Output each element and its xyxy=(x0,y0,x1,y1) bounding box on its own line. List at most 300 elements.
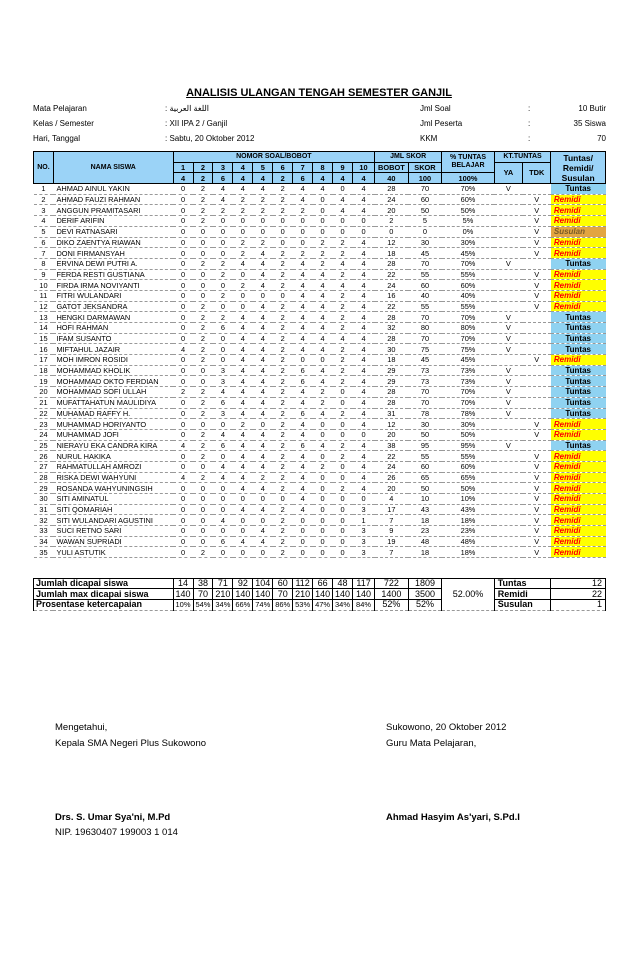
student-no: 25 xyxy=(34,440,54,451)
skor-cell: 30 xyxy=(408,419,442,430)
blank-cell xyxy=(494,558,522,568)
score-cell: 0 xyxy=(253,226,273,237)
score-cell: 0 xyxy=(253,515,273,526)
score-cell: 0 xyxy=(173,226,193,237)
score-cell: 4 xyxy=(253,440,273,451)
analysis-table xyxy=(33,151,606,611)
score-cell: 4 xyxy=(213,194,233,205)
score-cell: 0 xyxy=(193,248,213,259)
score-cell: 0 xyxy=(213,333,233,344)
score-cell: 0 xyxy=(173,301,193,312)
score-cell: 6 xyxy=(213,397,233,408)
skor-cell: 73 xyxy=(408,376,442,387)
pct-cell: 50% xyxy=(442,429,494,440)
score-cell: 0 xyxy=(213,301,233,312)
sig-left-line1: Mengetahui, xyxy=(55,722,108,733)
score-cell: 2 xyxy=(333,408,353,419)
score-cell: 4 xyxy=(233,312,253,323)
bobot-cell: 22 xyxy=(375,269,409,280)
ya-cell xyxy=(494,216,522,227)
score-cell: 2 xyxy=(233,280,253,291)
pct-cell: 40% xyxy=(442,290,494,301)
score-cell: 4 xyxy=(313,290,333,301)
sig-left-line2: Kepala SMA Negeri Plus Sukowono xyxy=(55,738,207,749)
skor-cell: 60 xyxy=(408,194,442,205)
score-cell: 2 xyxy=(233,248,253,259)
blank-cell xyxy=(333,558,353,568)
table-row xyxy=(34,451,606,462)
ya-cell xyxy=(494,494,522,505)
score-cell: 2 xyxy=(273,280,293,291)
score-cell: 2 xyxy=(193,333,213,344)
tdk-cell xyxy=(523,397,551,408)
bobot-cell: 20 xyxy=(375,429,409,440)
bobot-cell: 24 xyxy=(375,280,409,291)
score-cell: 4 xyxy=(253,248,273,259)
summary-value: 140 xyxy=(173,589,193,600)
score-cell: 2 xyxy=(273,408,293,419)
tdk-cell: V xyxy=(523,355,551,366)
score-cell: 0 xyxy=(353,216,375,227)
score-cell: 3 xyxy=(353,504,375,515)
tdk-cell: V xyxy=(523,194,551,205)
score-cell: 4 xyxy=(293,419,313,430)
score-cell: 4 xyxy=(293,472,313,483)
score-cell: 2 xyxy=(273,440,293,451)
score-cell: 4 xyxy=(253,526,273,537)
pct-cell: 48% xyxy=(442,536,494,547)
ya-cell xyxy=(494,290,522,301)
score-cell: 0 xyxy=(193,280,213,291)
page-title: ANALISIS ULANGAN TENGAH SEMESTER GANJIL xyxy=(186,87,452,99)
blank-row xyxy=(34,568,606,578)
score-cell: 0 xyxy=(353,226,375,237)
score-cell: 2 xyxy=(233,419,253,430)
blank-cell xyxy=(34,568,54,578)
pct-cell: 95% xyxy=(442,440,494,451)
score-cell: 0 xyxy=(293,536,313,547)
score-cell: 4 xyxy=(353,365,375,376)
score-cell: 0 xyxy=(313,483,333,494)
student-no: 1 xyxy=(34,184,54,195)
score-cell: 4 xyxy=(253,301,273,312)
bobot-cell: 12 xyxy=(375,237,409,248)
blank-cell xyxy=(213,558,233,568)
status-badge: Remidi xyxy=(551,494,606,505)
score-cell: 4 xyxy=(253,397,273,408)
score-cell: 2 xyxy=(253,194,273,205)
score-cell: 4 xyxy=(233,536,253,547)
tdk-cell xyxy=(523,365,551,376)
summary-value: 140 xyxy=(253,589,273,600)
student-name: DEVI RATNASARI xyxy=(53,226,173,237)
skor-cell: 55 xyxy=(408,269,442,280)
status-badge: Tuntas xyxy=(551,365,606,376)
student-name: MIFTAHUL JAZAIR xyxy=(53,344,173,355)
score-cell: 2 xyxy=(273,472,293,483)
summary-count-label: Tuntas xyxy=(494,578,551,589)
summary-value: 210 xyxy=(293,589,313,600)
student-name: SITI AMINATUL xyxy=(53,494,173,505)
score-cell: 4 xyxy=(313,376,333,387)
score-cell: 6 xyxy=(213,323,233,334)
score-cell: 4 xyxy=(353,184,375,195)
table-row xyxy=(34,194,606,205)
tdk-cell: V xyxy=(523,451,551,462)
skor-cell: 18 xyxy=(408,547,442,558)
bobot-cell: 28 xyxy=(375,397,409,408)
score-cell: 3 xyxy=(353,547,375,558)
sig-right-line1: Sukowono, 20 Oktober 2012 xyxy=(386,722,507,733)
score-cell: 0 xyxy=(193,526,213,537)
score-cell: 4 xyxy=(293,280,313,291)
score-cell: 2 xyxy=(193,312,213,323)
score-cell: 2 xyxy=(193,355,213,366)
tdk-cell: V xyxy=(523,237,551,248)
header-skor: SKOR xyxy=(408,162,442,173)
score-cell: 2 xyxy=(193,301,213,312)
header-soal-number: 6 xyxy=(273,162,293,173)
ya-cell: V xyxy=(494,312,522,323)
skor-cell: 70 xyxy=(408,312,442,323)
score-cell: 0 xyxy=(173,323,193,334)
status-badge: Tuntas xyxy=(551,387,606,398)
student-name: NIERAYU EKA CANDRA KIRA xyxy=(53,440,173,451)
score-cell: 0 xyxy=(313,216,333,227)
header-bobot-value: 4 xyxy=(313,173,333,184)
tdk-cell: V xyxy=(523,536,551,547)
score-cell: 0 xyxy=(273,216,293,227)
score-cell: 4 xyxy=(353,280,375,291)
ya-cell xyxy=(494,536,522,547)
score-cell: 2 xyxy=(193,387,213,398)
header-bobot-value: 2 xyxy=(273,173,293,184)
header-nama: NAMA SISWA xyxy=(53,152,173,184)
sig-right-line2: Guru Mata Pelajaran, xyxy=(386,738,477,749)
score-cell: 4 xyxy=(353,419,375,430)
score-cell: 0 xyxy=(193,536,213,547)
blank-cell xyxy=(253,568,273,578)
bobot-cell: 2 xyxy=(375,216,409,227)
score-cell: 0 xyxy=(333,419,353,430)
status-badge: Remidi xyxy=(551,237,606,248)
meta-label-date: Hari, Tanggal xyxy=(33,134,80,143)
pct-cell: 45% xyxy=(442,248,494,259)
score-cell: 4 xyxy=(213,472,233,483)
score-cell: 0 xyxy=(173,451,193,462)
score-cell: 4 xyxy=(253,451,273,462)
score-cell: 4 xyxy=(253,333,273,344)
score-cell: 0 xyxy=(173,504,193,515)
tdk-cell xyxy=(523,344,551,355)
score-cell: 4 xyxy=(353,312,375,323)
pct-cell: 60% xyxy=(442,280,494,291)
skor-cell: 43 xyxy=(408,504,442,515)
summary-value: 84% xyxy=(353,599,375,610)
score-cell: 4 xyxy=(353,333,375,344)
bobot-cell: 32 xyxy=(375,323,409,334)
skor-cell: 80 xyxy=(408,323,442,334)
score-cell: 0 xyxy=(333,472,353,483)
skor-cell: 73 xyxy=(408,365,442,376)
score-cell: 0 xyxy=(173,333,193,344)
score-cell: 0 xyxy=(313,504,333,515)
student-name: DERIF ARIFIN xyxy=(53,216,173,227)
score-cell: 4 xyxy=(353,301,375,312)
score-cell: 2 xyxy=(193,184,213,195)
meta-colon: : xyxy=(528,119,531,128)
score-cell: 4 xyxy=(313,269,333,280)
score-cell: 4 xyxy=(253,258,273,269)
student-no: 35 xyxy=(34,547,54,558)
score-cell: 2 xyxy=(273,184,293,195)
score-cell: 4 xyxy=(293,387,313,398)
score-cell: 4 xyxy=(333,194,353,205)
pct-cell: 78% xyxy=(442,408,494,419)
score-cell: 0 xyxy=(233,290,253,301)
meta-colon: : xyxy=(528,104,531,113)
score-cell: 2 xyxy=(193,472,213,483)
header-bobot-value: 4 xyxy=(253,173,273,184)
score-cell: 2 xyxy=(273,397,293,408)
score-cell: 2 xyxy=(273,333,293,344)
student-name: MOH IMRON ROSIDI xyxy=(53,355,173,366)
ya-cell xyxy=(494,355,522,366)
blank-cell xyxy=(233,558,253,568)
score-cell: 0 xyxy=(173,269,193,280)
score-cell: 4 xyxy=(353,269,375,280)
student-name: FERDA RESTI GUSTIANA xyxy=(53,269,173,280)
score-cell: 2 xyxy=(193,344,213,355)
summary-value: 66 xyxy=(313,578,333,589)
score-cell: 4 xyxy=(353,483,375,494)
summary-value: 92 xyxy=(233,578,253,589)
score-cell: 4 xyxy=(293,344,313,355)
score-cell: 0 xyxy=(273,226,293,237)
summary-skor: 3500 xyxy=(408,589,442,600)
ya-cell xyxy=(494,461,522,472)
student-name: RAHMATULLAH AMROZI xyxy=(53,461,173,472)
ya-cell xyxy=(494,547,522,558)
status-badge: Tuntas xyxy=(551,376,606,387)
score-cell: 4 xyxy=(253,323,273,334)
ya-cell xyxy=(494,504,522,515)
bobot-cell: 18 xyxy=(375,248,409,259)
pct-cell: 70% xyxy=(442,397,494,408)
bobot-cell: 24 xyxy=(375,461,409,472)
score-cell: 2 xyxy=(233,205,253,216)
score-cell: 0 xyxy=(313,536,333,547)
blank-cell xyxy=(173,558,193,568)
score-cell: 0 xyxy=(173,419,193,430)
score-cell: 0 xyxy=(233,226,253,237)
student-name: DONI FIRMANSYAH xyxy=(53,248,173,259)
score-cell: 6 xyxy=(213,440,233,451)
blank-cell xyxy=(273,568,293,578)
score-cell: 4 xyxy=(233,184,253,195)
summary-count-value: 1 xyxy=(551,599,606,610)
student-name: SITI QOMARIAH xyxy=(53,504,173,515)
tdk-cell: V xyxy=(523,515,551,526)
student-no: 34 xyxy=(34,536,54,547)
bobot-cell: 29 xyxy=(375,376,409,387)
skor-cell: 10 xyxy=(408,494,442,505)
tdk-cell: V xyxy=(523,248,551,259)
score-cell: 4 xyxy=(353,248,375,259)
bobot-cell: 9 xyxy=(375,526,409,537)
student-name: GATOT JEKSANDRA xyxy=(53,301,173,312)
score-cell: 0 xyxy=(273,290,293,301)
summary-row xyxy=(34,599,606,610)
student-no: 8 xyxy=(34,258,54,269)
summary-value: 210 xyxy=(213,589,233,600)
score-cell: 2 xyxy=(333,365,353,376)
skor-cell: 70 xyxy=(408,387,442,398)
score-cell: 4 xyxy=(313,440,333,451)
tdk-cell: V xyxy=(523,205,551,216)
score-cell: 2 xyxy=(273,376,293,387)
score-cell: 2 xyxy=(193,194,213,205)
score-cell: 0 xyxy=(333,526,353,537)
score-cell: 4 xyxy=(293,194,313,205)
ya-cell: V xyxy=(494,440,522,451)
pct-cell: 70% xyxy=(442,184,494,195)
blank-cell xyxy=(353,568,375,578)
score-cell: 0 xyxy=(313,205,333,216)
summary-value: 112 xyxy=(293,578,313,589)
score-cell: 0 xyxy=(213,494,233,505)
score-cell: 4 xyxy=(253,269,273,280)
ya-cell xyxy=(494,429,522,440)
tdk-cell xyxy=(523,387,551,398)
blank-cell xyxy=(193,558,213,568)
score-cell: 4 xyxy=(353,205,375,216)
score-cell: 2 xyxy=(313,397,333,408)
score-cell: 3 xyxy=(353,526,375,537)
status-badge: Remidi xyxy=(551,269,606,280)
summary-label: Jumlah dicapai siswa xyxy=(34,578,174,589)
table-row xyxy=(34,526,606,537)
tdk-cell: V xyxy=(523,226,551,237)
tdk-cell: V xyxy=(523,483,551,494)
status-badge: Remidi xyxy=(551,483,606,494)
skor-cell: 70 xyxy=(408,333,442,344)
student-no: 6 xyxy=(34,237,54,248)
score-cell: 0 xyxy=(213,237,233,248)
header-pct-tuntas: % TUNTAS BELAJAR xyxy=(442,152,494,173)
pct-cell: 80% xyxy=(442,323,494,334)
score-cell: 0 xyxy=(213,216,233,227)
score-cell: 2 xyxy=(273,301,293,312)
ya-cell xyxy=(494,226,522,237)
score-cell: 4 xyxy=(253,483,273,494)
score-cell: 4 xyxy=(233,451,253,462)
pct-cell: 23% xyxy=(442,526,494,537)
score-cell: 4 xyxy=(173,344,193,355)
score-cell: 0 xyxy=(213,451,233,462)
score-cell: 4 xyxy=(233,387,253,398)
score-cell: 2 xyxy=(253,205,273,216)
status-badge: Tuntas xyxy=(551,258,606,269)
ya-cell: V xyxy=(494,365,522,376)
meta-label-class: Kelas / Semester xyxy=(33,119,94,128)
ya-cell: V xyxy=(494,333,522,344)
blank-cell xyxy=(273,558,293,568)
score-cell: 2 xyxy=(193,429,213,440)
pct-cell: 43% xyxy=(442,504,494,515)
score-cell: 0 xyxy=(173,429,193,440)
status-badge: Remidi xyxy=(551,248,606,259)
score-cell: 4 xyxy=(233,258,253,269)
summary-value: 70 xyxy=(273,589,293,600)
score-cell: 4 xyxy=(213,184,233,195)
bobot-cell: 16 xyxy=(375,290,409,301)
score-cell: 0 xyxy=(193,290,213,301)
score-cell: 0 xyxy=(193,419,213,430)
score-cell: 0 xyxy=(173,355,193,366)
score-cell: 0 xyxy=(293,216,313,227)
score-cell: 2 xyxy=(273,547,293,558)
score-cell: 4 xyxy=(353,451,375,462)
blank-cell xyxy=(353,558,375,568)
score-cell: 4 xyxy=(253,355,273,366)
score-cell: 0 xyxy=(253,216,273,227)
score-cell: 2 xyxy=(273,461,293,472)
tdk-cell: V xyxy=(523,216,551,227)
score-cell: 0 xyxy=(213,248,233,259)
bobot-cell: 28 xyxy=(375,184,409,195)
student-no: 4 xyxy=(34,216,54,227)
tdk-cell: V xyxy=(523,461,551,472)
table-row xyxy=(34,376,606,387)
score-cell: 4 xyxy=(233,461,253,472)
pct-cell: 0% xyxy=(442,226,494,237)
score-cell: 0 xyxy=(273,494,293,505)
bobot-cell: 28 xyxy=(375,258,409,269)
student-name: NURUL HAKIKA xyxy=(53,451,173,462)
score-cell: 2 xyxy=(333,355,353,366)
score-cell: 0 xyxy=(293,526,313,537)
header-skor-total: 100 xyxy=(408,173,442,184)
tdk-cell: V xyxy=(523,504,551,515)
bobot-cell: 18 xyxy=(375,355,409,366)
score-cell: 2 xyxy=(273,387,293,398)
summary-bobot: 722 xyxy=(375,578,409,589)
pct-cell: 55% xyxy=(442,301,494,312)
pct-cell: 5% xyxy=(442,216,494,227)
score-cell: 2 xyxy=(273,194,293,205)
score-cell: 4 xyxy=(253,280,273,291)
table-row xyxy=(34,515,606,526)
blank-cell xyxy=(233,568,253,578)
summary-value: 140 xyxy=(353,589,375,600)
score-cell: 0 xyxy=(333,515,353,526)
ya-cell: V xyxy=(494,184,522,195)
skor-cell: 45 xyxy=(408,248,442,259)
status-badge: Remidi xyxy=(551,194,606,205)
score-cell: 4 xyxy=(293,483,313,494)
pct-cell: 18% xyxy=(442,515,494,526)
summary-value: 71 xyxy=(213,578,233,589)
score-cell: 0 xyxy=(313,526,333,537)
student-no: 28 xyxy=(34,472,54,483)
score-cell: 4 xyxy=(233,504,253,515)
header-no: NO. xyxy=(34,152,54,184)
skor-cell: 78 xyxy=(408,408,442,419)
score-cell: 4 xyxy=(293,333,313,344)
score-cell: 4 xyxy=(333,333,353,344)
header-soal-number: 3 xyxy=(213,162,233,173)
